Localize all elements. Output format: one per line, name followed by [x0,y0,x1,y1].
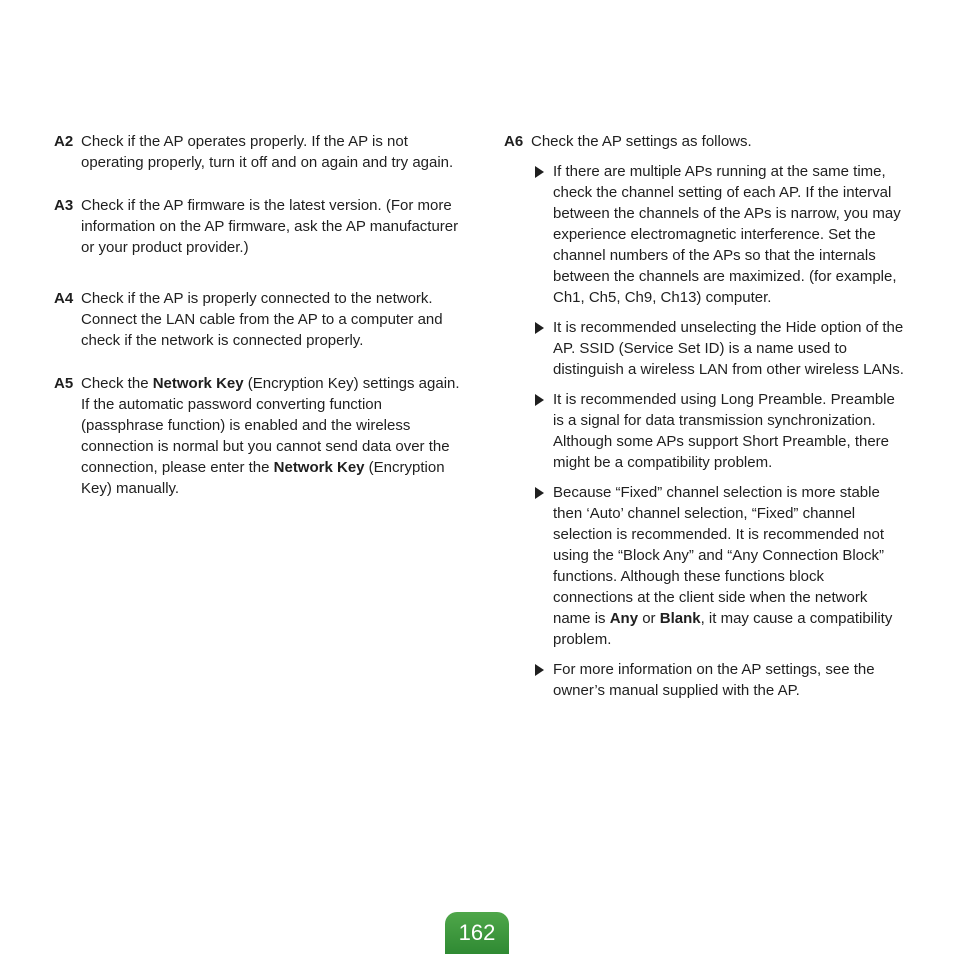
answer-tag: A6 [504,133,524,150]
text-run: , it may cause a compatibility problem. [553,610,893,648]
text-run: (Encryption Key) manually. [81,459,445,497]
answer-tag: A3 [54,197,74,214]
text-run: Because “Fixed” channel selection is more stable then ‘Auto’ channel selection, “Fixed” channel selection is recommended. It is recommended not using the “Block Any” and “Any Connection Block” functions. Although these functions block connections at the client side when the network name is [553,484,885,627]
answer-a5 [54,373,462,499]
network-key-term: Network Key [273,459,365,476]
list-item-text: For more information on the AP settings, see the owner’s manual supplied with the AP. [553,661,875,699]
text-run: Check the [81,375,153,392]
answer-text: Check if the AP is properly connected to the network. Connect the LAN cable from the AP to a computer and check if the network is connected properly. [81,290,443,349]
any-term: Any [609,610,639,627]
answer-tag: A2 [54,133,74,150]
answer-tag: A4 [54,290,74,307]
blank-term: Blank [659,610,701,627]
list-item-text: If there are multiple APs running at the same time, check the channel setting of each AP. If the interval between the channels of the APs is narrow, you may experience electromagnetic interference. Set the channel numbers of the APs so that the internals between the channels are maximized. (for example, Ch1, Ch5, Ch9, Ch13) computer. [553,163,901,306]
list-item [535,161,906,308]
answer-a4 [54,288,462,351]
answer-a3 [54,195,462,258]
answer-text: Check if the AP operates properly. If the AP is not operating properly, turn it off and on again and try again. [81,133,454,171]
answer-a2 [54,131,462,173]
list-item-text: It is recommended unselecting the Hide option of the AP. SSID (Service Set ID) is a name used to distinguish a wireless LAN from other wireless LANs. [553,319,904,378]
page-number: 162 [445,912,509,954]
settings-list [504,161,906,701]
answer-text: Check if the AP firmware is the latest version. (For more information on the AP firmware, ask the AP manufacturer or your product provider.) [81,197,459,256]
answer-text: Check the AP settings as follows. [531,133,752,150]
answer-tag: A5 [54,375,74,392]
text-run: or [638,610,660,627]
list-item [535,389,906,473]
left-column [54,131,462,499]
list-item-text [553,482,906,650]
list-item [535,482,906,650]
answer-a6 [504,131,906,152]
right-column [504,131,906,710]
text-run: (Encryption Key) settings again. If the automatic password converting function (passphrase function) is enabled and the wireless connection is normal but you cannot send data over the connection, please enter the [81,375,460,476]
answer-text [81,373,462,499]
list-item [535,317,906,380]
list-item-text: It is recommended using Long Preamble. Preamble is a signal for data transmission synchronization. Although some APs support Short Preamble, there might be a compatibility problem. [553,391,895,471]
network-key-term: Network Key [152,375,244,392]
list-item [535,659,906,701]
